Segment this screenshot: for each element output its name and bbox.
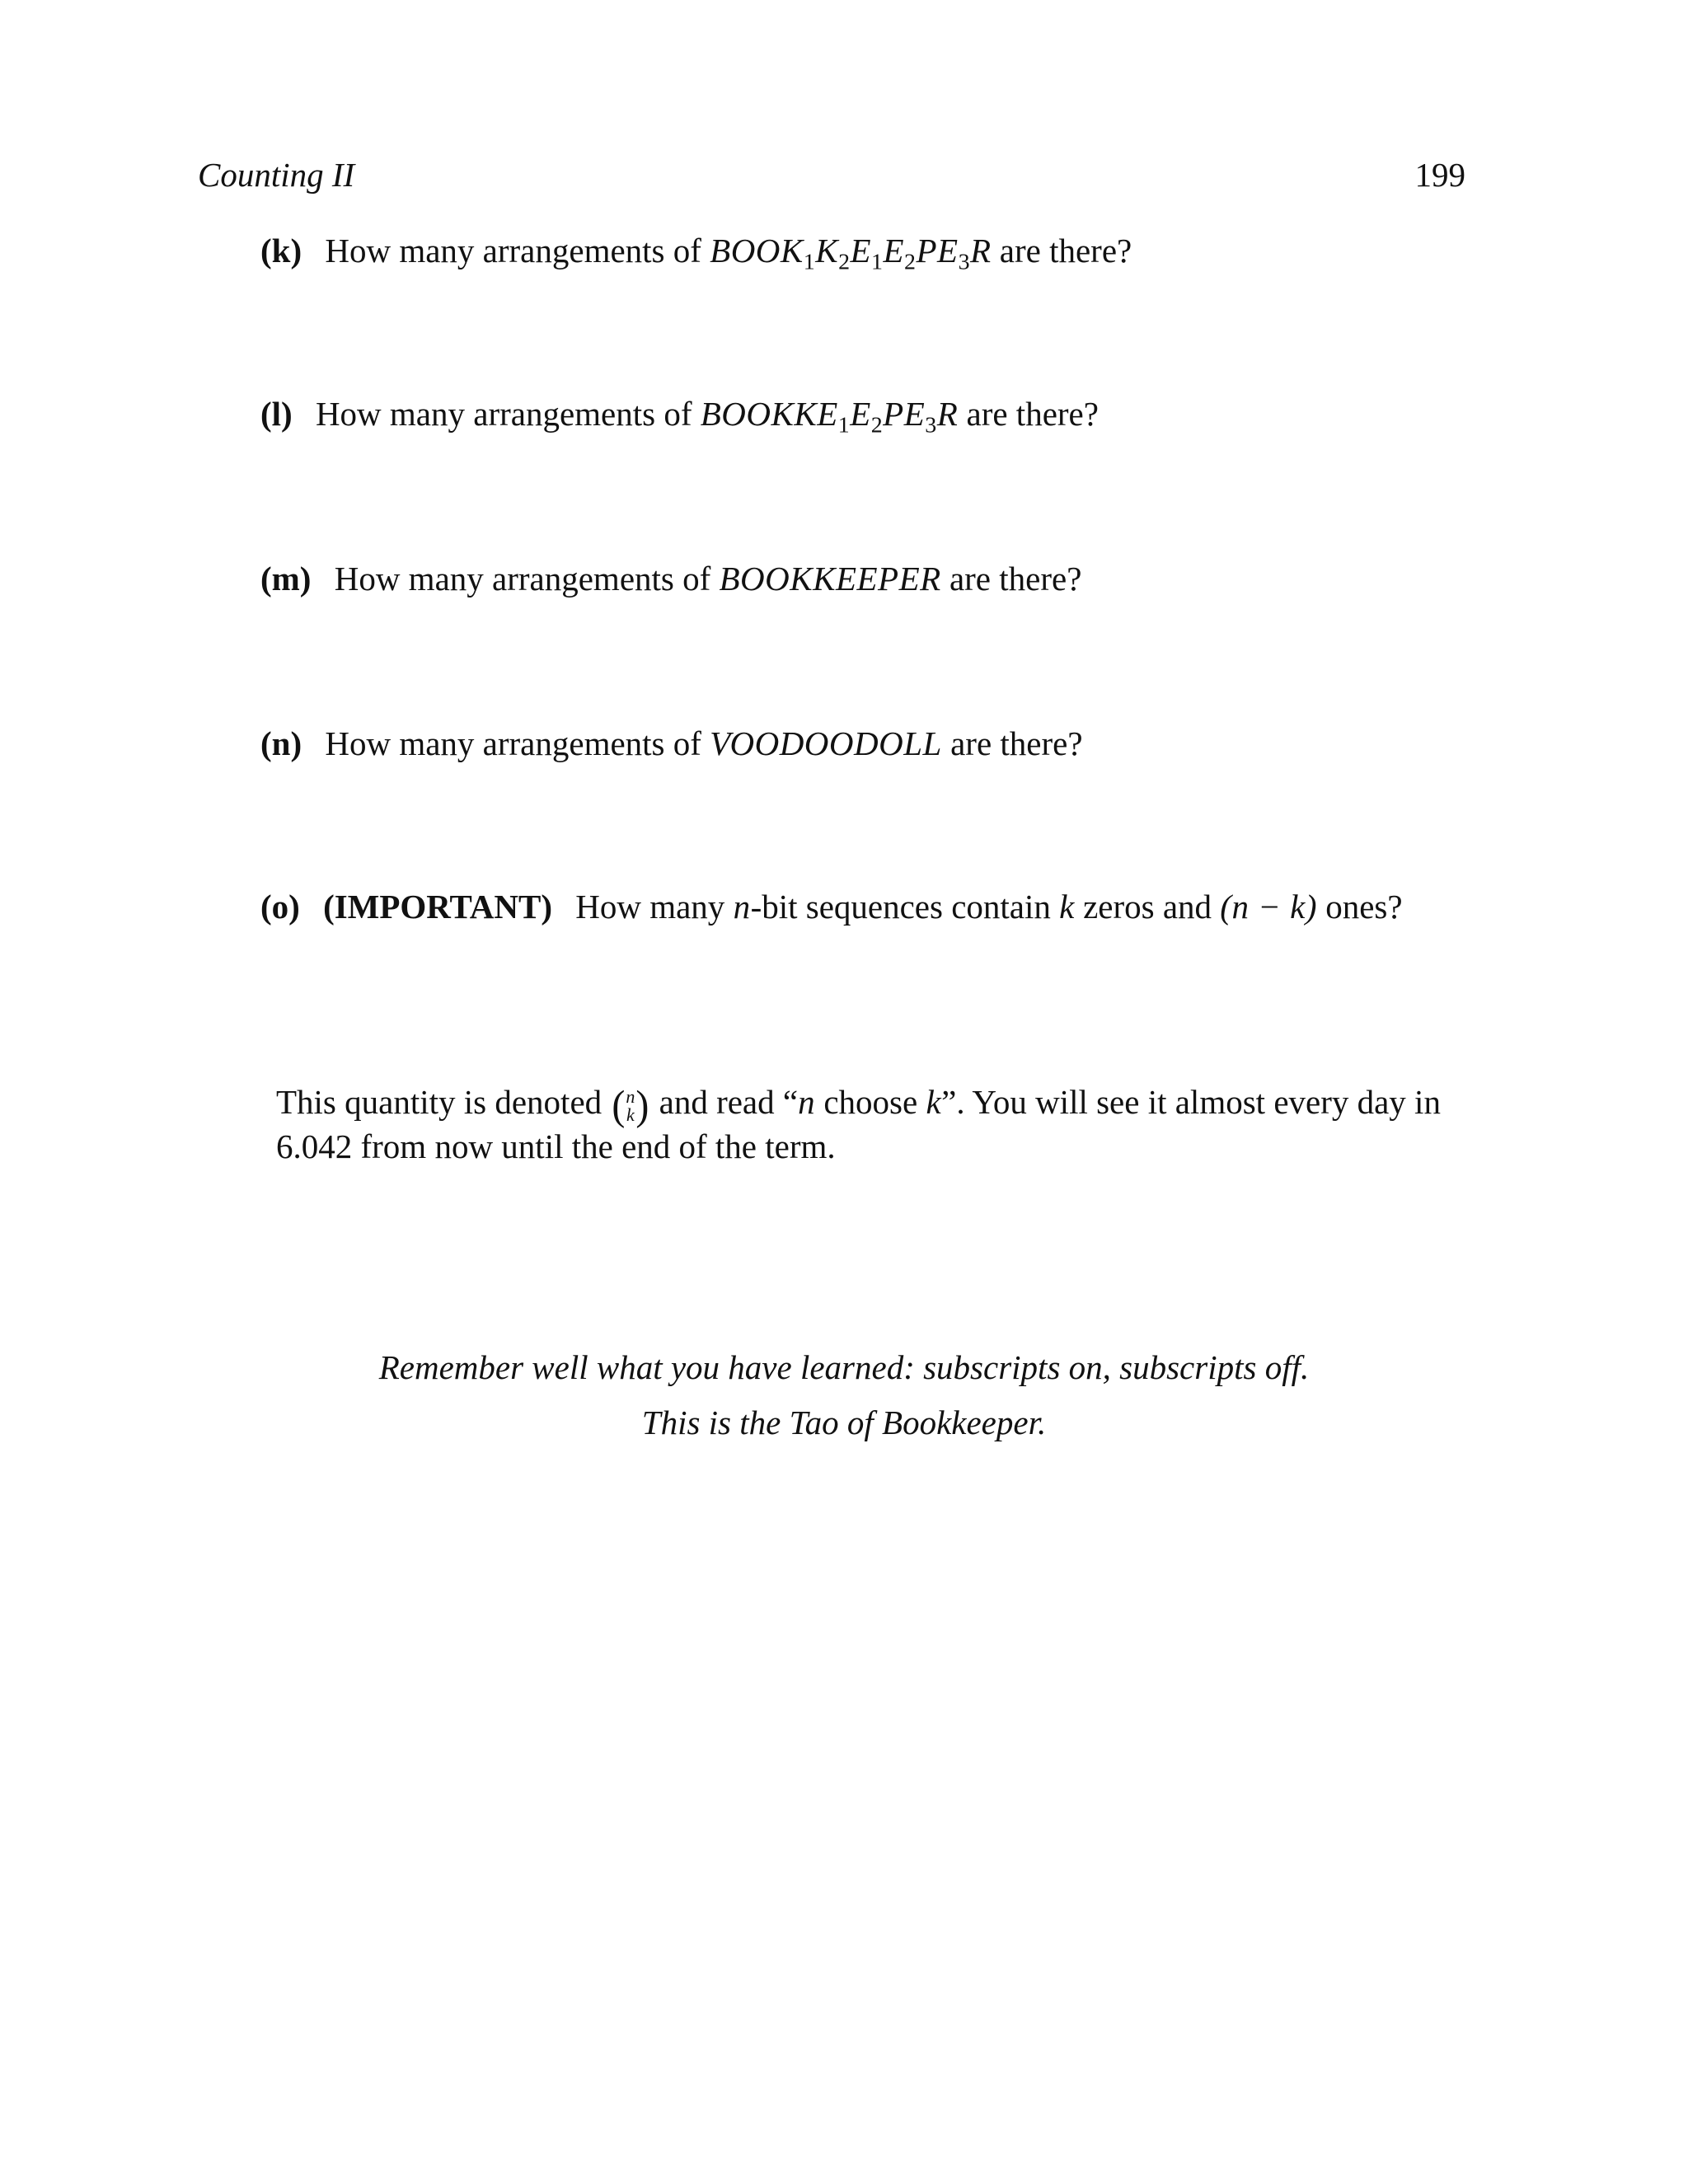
math-word: $BOOK_1K_2E_1E_2PE_3R$ [710, 232, 992, 275]
binomial-note [276, 1081, 1471, 1167]
math-word: $BOOKKE_1E_2PE_3R$ [700, 395, 959, 438]
problem-n [260, 724, 1083, 763]
problem-prefix: How many arrangements of [325, 232, 701, 269]
binomial-coefficient: ( n k ) [612, 1082, 649, 1128]
problem-suffix: are there? [999, 232, 1132, 269]
problem-suffix: are there? [966, 395, 1099, 433]
problem-l [260, 394, 1099, 438]
problem-prefix: How many arrangements of [325, 724, 701, 762]
problem-prefix: How many arrangements of [334, 560, 711, 598]
note-text: ”. You will see it almost every day in 6.042 from now until the end of the term. [276, 1083, 1441, 1165]
note-text: choose [815, 1083, 926, 1121]
math-var-k: k [1059, 888, 1075, 926]
important-tag: (IMPORTANT) [323, 888, 552, 926]
motto-line-2: This is the Tao of Bookkeeper. [641, 1404, 1047, 1441]
problem-label: (m) [260, 560, 312, 598]
problem-suffix: are there? [949, 560, 1082, 598]
problem-text: ones? [1325, 888, 1403, 926]
problem-label: (n) [260, 724, 302, 762]
math-var-k: k [926, 1083, 942, 1121]
problem-text: -bit sequences contain [750, 888, 1051, 926]
problem-suffix: are there? [950, 724, 1083, 762]
math-var-n: n [733, 888, 751, 926]
page-number: 199 [1414, 156, 1465, 194]
motto-line-1: Remember well what you have learned: subscripts on, subscripts off. [378, 1348, 1310, 1386]
math-expression: (n − k) [1220, 888, 1317, 926]
binom-top: n [626, 1085, 635, 1107]
problem-text: How many [575, 888, 725, 926]
problem-label: (k) [260, 232, 302, 269]
math-word: VOODOODOLL [710, 724, 942, 762]
problem-label: (l) [260, 395, 293, 433]
problem-o [260, 887, 1403, 926]
problem-text: zeros and [1083, 888, 1212, 926]
problem-prefix: How many arrangements of [315, 395, 692, 433]
math-word: BOOKKEEPER [719, 560, 941, 598]
note-text: and read “ [659, 1083, 799, 1121]
problem-m [260, 559, 1081, 598]
math-var-n: n [798, 1083, 816, 1121]
running-head: Counting II [198, 156, 355, 194]
problem-k [260, 231, 1132, 275]
problem-label: (o) [260, 888, 300, 926]
note-text: This quantity is denoted [276, 1083, 603, 1121]
binom-bottom: k [626, 1104, 635, 1125]
